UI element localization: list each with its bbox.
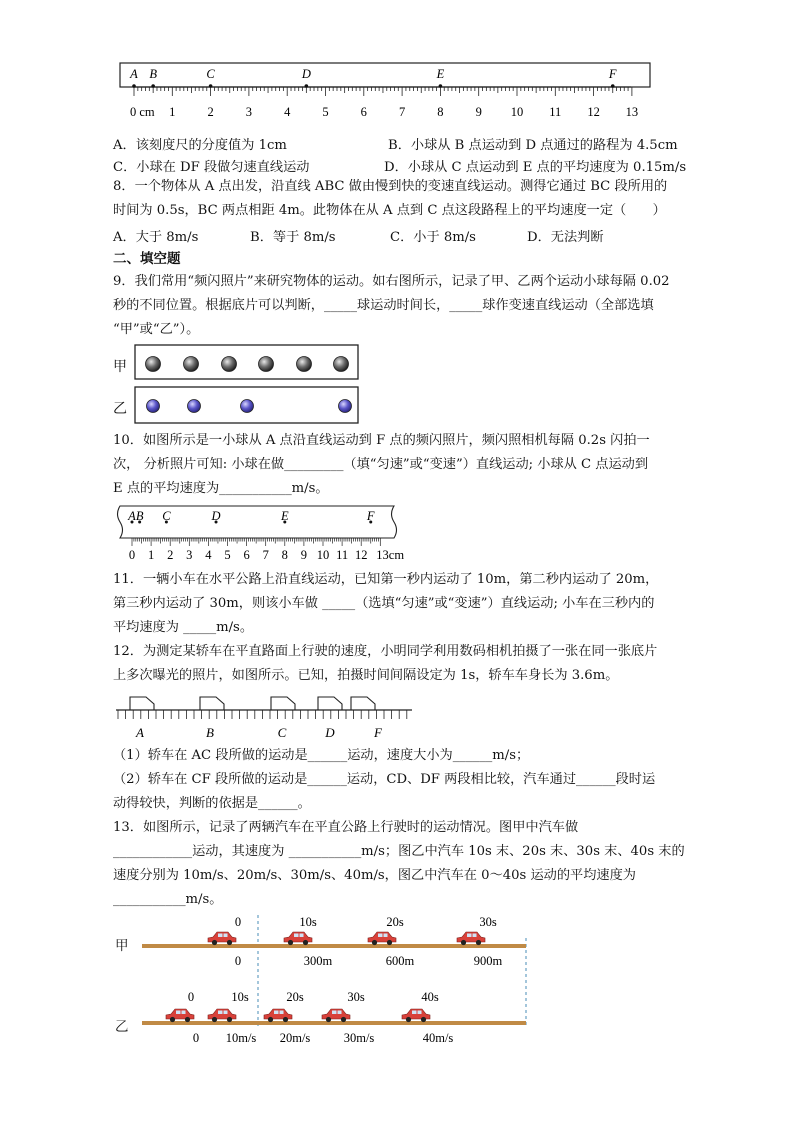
car-icon xyxy=(322,1009,350,1022)
q13-label-jia: 甲 xyxy=(115,938,129,954)
ball-yi xyxy=(188,400,201,413)
ball-yi xyxy=(339,400,352,413)
ruler-tick-label: 11 xyxy=(549,105,562,119)
time-label-jia: 30s xyxy=(479,915,497,929)
car-outline xyxy=(200,697,224,710)
ruler-tick-label: 3 xyxy=(186,548,193,562)
ball-jia xyxy=(334,357,349,372)
car-icon xyxy=(457,932,485,945)
ruler-tick-label: 0 xyxy=(128,548,136,562)
ruler-point-dot xyxy=(305,84,309,88)
ruler-tick-label: 1 xyxy=(169,105,176,119)
q10-line-1: 10．如图所示是一小球从 A 点沿直线运动到 F 点的频闪照片，频闪照相机每隔 0.2s 闪拍一 xyxy=(113,433,650,448)
ruler-point-label: B xyxy=(149,67,157,81)
ruler-point-label: A xyxy=(130,67,138,81)
car-icon xyxy=(284,932,312,945)
time-label-yi: 30s xyxy=(347,990,365,1004)
ruler-tick-label: 5 xyxy=(322,105,329,119)
q12-sub-2a: （2）轿车在 CF 段所做的运动是______运动，CD、DF 两段相比较，汽车通过______段时运 xyxy=(113,772,656,787)
q13-line-3: 速度分别为 10m/s、20m/s、30m/s、40m/s，图乙中汽车在 0～40s 运动的平均速度为 xyxy=(113,868,636,883)
car-outline xyxy=(271,697,295,710)
photo-point-label: F xyxy=(366,509,375,523)
distance-label-jia: 0 xyxy=(234,954,242,968)
car-position-label: B xyxy=(206,725,214,740)
photo-point-label: C xyxy=(162,509,171,523)
ruler-tick-label: 8 xyxy=(281,548,288,562)
ruler-tick-label: 10 xyxy=(510,105,524,119)
speed-label-yi: 0 xyxy=(192,1031,200,1045)
ruler-tick-label: 0 cm xyxy=(130,105,155,119)
ruler-tick-label: 12 xyxy=(354,548,368,562)
road-jia xyxy=(142,944,526,948)
time-label-jia: 10s xyxy=(299,915,317,929)
q9-line-1: 9．我们常用“频闪照片”来研究物体的运动。如右图所示，记录了甲、乙两个运动小球每隔 0.02 xyxy=(113,274,670,289)
q7-option-d: D．小球从 C 点运动到 E 点的平均速度为 0.15m/s xyxy=(384,160,687,175)
section-title: 二、填空题 xyxy=(113,251,181,267)
car-silhouettes xyxy=(130,697,375,710)
ball-jia xyxy=(184,357,199,372)
q11-line-2: 第三秒内运动了 30m，则该小车做 _____（选填“匀速”或“变速”）直线运动; 小车在三秒内的 xyxy=(113,596,655,611)
q12-line-2: 上多次曝光的照片，如图所示。已知，拍摄时间间隔设定为 1s，轿车车身长为 3.6m。 xyxy=(113,668,619,683)
ruler-tick-label: 9 xyxy=(300,548,308,562)
ruler-figure-q10 xyxy=(112,504,412,564)
multi-exposure-q12 xyxy=(116,690,416,742)
car-motion-figure-q13 xyxy=(138,910,538,1050)
car-position-label: F xyxy=(374,725,382,740)
q8-line-1: 8．一个物体从 A 点出发，沿直线 ABC 做由慢到快的变速直线运动。测得它通过 BC 段所用的 xyxy=(113,179,668,194)
speed-label-yi: 30m/s xyxy=(343,1031,375,1045)
ruler-point-label: C xyxy=(206,67,215,81)
ball-yi xyxy=(147,400,160,413)
ruler-tick-label: 7 xyxy=(398,105,406,119)
q8-option-a: A．大于 8m/s xyxy=(113,230,199,245)
ruler-tick-label: 8 xyxy=(437,105,444,119)
q13-line-2: ____________运动，其速度为 ___________m/s；图乙中汽车 10s 末、20s 末、30s 末、40s 末的 xyxy=(113,844,685,859)
q13-line-4: ___________m/s。 xyxy=(113,892,223,907)
time-label-yi: 20s xyxy=(286,990,304,1004)
ruler-point-label: E xyxy=(436,67,445,81)
car-icon xyxy=(166,1009,194,1022)
q8-line-2: 时间为 0.5s，BC 两点相距 4m。此物体在从 A 点到 C 点这段路程上的平均速度一定（ ） xyxy=(113,203,666,218)
ruler-point-dot xyxy=(611,84,615,88)
speed-label-yi: 40m/s xyxy=(422,1031,454,1045)
time-label-yi: 40s xyxy=(421,990,439,1004)
photo-point-label: B xyxy=(135,509,144,523)
q12-sub-2b: 动得较快，判断的依据是______。 xyxy=(113,796,311,811)
car-icon xyxy=(368,932,396,945)
ruler-tick-label: 1 xyxy=(147,548,155,562)
ruler-figure-q7 xyxy=(118,60,658,130)
ruler-tick-label: 11 xyxy=(336,548,349,562)
car-outline xyxy=(318,697,342,710)
ball-yi xyxy=(241,400,254,413)
ruler-tick-label: 2 xyxy=(207,105,214,119)
car-outline xyxy=(351,697,375,710)
ruler-tick-label: 4 xyxy=(284,105,291,119)
speed-label-yi: 20m/s xyxy=(279,1031,311,1045)
time-label-jia: 20s xyxy=(386,915,404,929)
time-label-yi: 0 xyxy=(187,990,195,1004)
ball-jia xyxy=(259,357,274,372)
ruler-tick-label: 10 xyxy=(316,548,330,562)
car-icon xyxy=(402,1009,430,1022)
ruler-point-dot xyxy=(209,84,213,88)
ball-jia xyxy=(297,357,312,372)
car-position-label: A xyxy=(136,725,144,740)
ruler-point-dot xyxy=(151,84,155,88)
distance-label-jia: 600m xyxy=(385,954,415,968)
q13-line-1: 13．如图所示，记录了两辆汽车在平直公路上行驶时的运动情况。图甲中汽车做 xyxy=(113,820,579,835)
q9-label-jia: 甲 xyxy=(113,359,127,375)
ruler-point-dot xyxy=(132,84,136,88)
q11-line-1: 11．一辆小车在水平公路上沿直线运动，已知第一秒内运动了 10m，第二秒内运动了 20m， xyxy=(113,572,659,587)
ruler-tick-label: 7 xyxy=(262,548,269,562)
q9-label-yi: 乙 xyxy=(113,401,127,417)
ruler-tick-label: 12 xyxy=(587,105,600,119)
photo-point-label: E xyxy=(280,509,289,523)
ruler-point-label: D xyxy=(301,67,311,81)
ruler-point-dot xyxy=(439,84,443,88)
distance-label-jia: 300m xyxy=(303,954,333,968)
q7-option-b: B．小球从 B 点运动到 D 点通过的路程为 4.5cm xyxy=(388,138,678,153)
ruler-tick-label: 3 xyxy=(245,105,253,119)
ruler-tick-label: 2 xyxy=(167,548,174,562)
photo-point-label: D xyxy=(211,509,221,523)
q10-line-3: E 点的平均速度为___________m/s。 xyxy=(113,481,329,496)
q11-line-3: 平均速度为 _____m/s。 xyxy=(113,620,254,635)
ball-jia xyxy=(222,357,237,372)
ruler-tick-label: 4 xyxy=(205,548,212,562)
car-position-label: D xyxy=(325,725,335,740)
distance-label-jia: 900m xyxy=(473,954,503,968)
q7-option-c: C．小球在 DF 段做匀速直线运动 xyxy=(113,160,310,175)
car-position-label: C xyxy=(277,725,287,740)
q8-option-d: D．无法判断 xyxy=(527,230,604,245)
q8-option-c: C．小于 8m/s xyxy=(390,230,476,245)
q13-label-yi: 乙 xyxy=(115,1019,129,1035)
q7-option-a: A．该刻度尺的分度值为 1cm xyxy=(113,138,287,153)
speed-label-yi: 10m/s xyxy=(225,1031,257,1045)
car-icon xyxy=(208,932,236,945)
ruler-tick-label: 13cm xyxy=(376,548,405,562)
ball-jia xyxy=(146,357,161,372)
q10-line-2: 次， 分析照片可知: 小球在做_________（填“匀速”或“变速”）直线运动; 小球从 C 点运动到 xyxy=(113,457,649,472)
ruler-tick-label: 9 xyxy=(475,105,482,119)
road-yi xyxy=(142,1021,526,1025)
q8-option-b: B．等于 8m/s xyxy=(250,230,336,245)
ruler-tick-label: 6 xyxy=(243,548,250,562)
q12-line-1: 12．为测定某轿车在平直路面上行驶的速度，小明同学利用数码相机拍摄了一张在同一张底片 xyxy=(113,644,658,659)
time-label-jia: 0 xyxy=(234,915,242,929)
car-outline xyxy=(130,697,154,710)
car-icon xyxy=(208,1009,236,1022)
q9-line-2: 秒的不同位置。根据底片可以判断，_____球运动时间长，_____球作变速直线运动（全部选填 xyxy=(113,298,654,313)
q12-sub-1: （1）轿车在 AC 段所做的运动是______运动，速度大小为______m/s； xyxy=(113,748,530,763)
strobe-photo-q9 xyxy=(134,344,364,426)
time-label-yi: 10s xyxy=(231,990,249,1004)
ruler-tick-label: 13 xyxy=(625,105,639,119)
ruler-tick-label: 6 xyxy=(360,105,367,119)
q9-line-3: “甲”或“乙”）。 xyxy=(113,322,200,337)
car-icon xyxy=(264,1009,292,1022)
ruler-point-label: F xyxy=(608,67,617,81)
photo-point-label: A xyxy=(128,509,136,523)
ruler-tick-label: 5 xyxy=(224,548,231,562)
